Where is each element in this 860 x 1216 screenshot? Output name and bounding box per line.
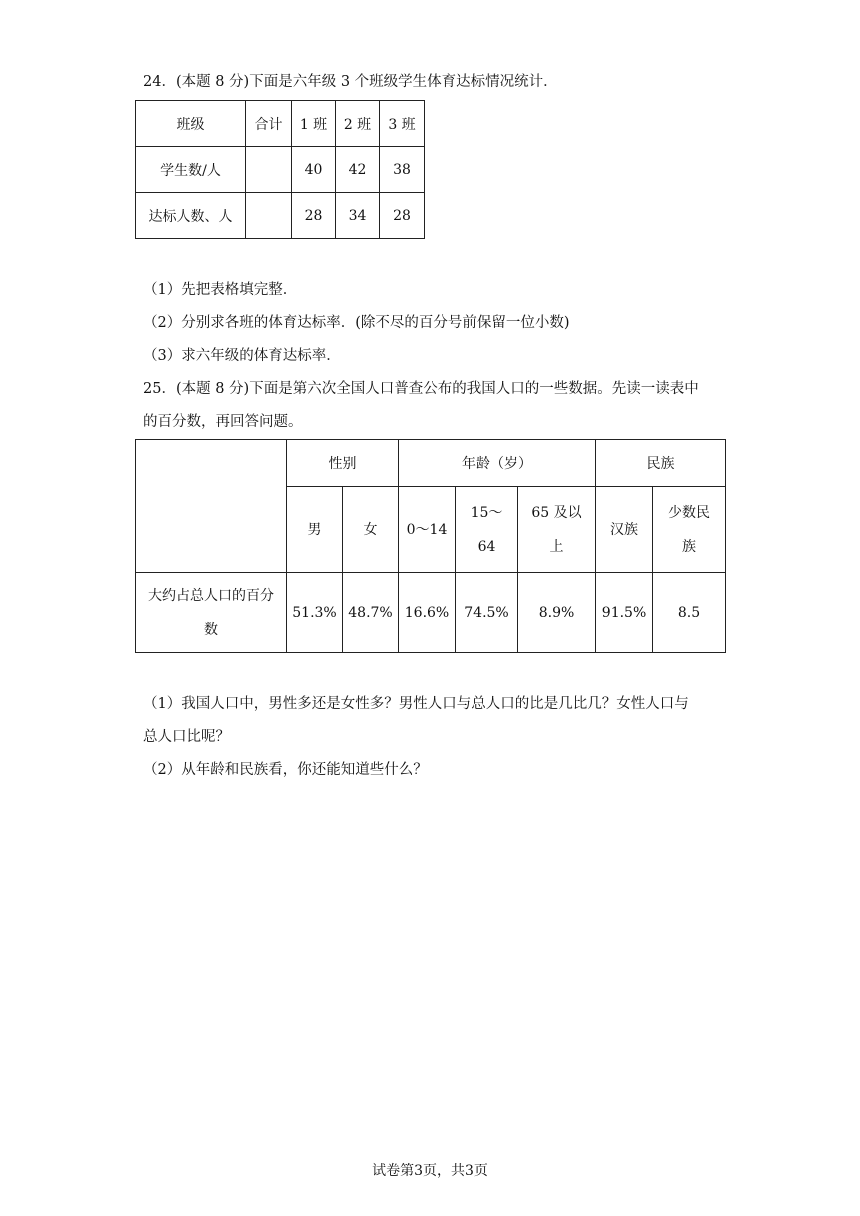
table-row (136, 147, 425, 193)
column-header: 0～14 (399, 487, 456, 573)
table-cell: 48.7% (343, 573, 399, 653)
header-cell: 班级 (136, 101, 246, 147)
table-row (136, 193, 425, 239)
column-header: 15～64 (456, 487, 518, 573)
table-cell: 8.9% (518, 573, 596, 653)
q25-sub2: （2）从年龄和民族看，你还能知道些什么？ (143, 762, 428, 778)
table-cell: 16.6% (399, 573, 456, 653)
table-cell: 38 (380, 147, 425, 193)
table-cell (246, 193, 292, 239)
column-header: 汉族 (596, 487, 653, 573)
q24-title: 24．(本题 8 分)下面是六年级 3 个班级学生体育达标情况统计． (143, 74, 558, 90)
table-cell: 34 (336, 193, 380, 239)
column-header: 65 及以上 (518, 487, 596, 573)
q25-sub1: （1）我国人口中，男性多还是女性多？男性人口与总人口的比是几比几？女性人口与 (143, 696, 689, 712)
table-cell: 42 (336, 147, 380, 193)
table-row (136, 101, 425, 147)
table-row (136, 573, 726, 653)
blank-corner-cell (136, 440, 287, 573)
row-label: 大约占总人口的百分数 (136, 573, 287, 653)
class-pe-table (135, 100, 425, 239)
q25-title-cont: 的百分数，再回答问题。 (143, 414, 303, 430)
q24-sub3: （3）求六年级的体育达标率． (143, 348, 341, 364)
row-label: 达标人数、人 (136, 193, 246, 239)
column-header: 少数民族 (653, 487, 726, 573)
column-header: 男 (287, 487, 343, 573)
q24-sub2: （2）分别求各班的体育达标率．(除不尽的百分号前保留一位小数) (143, 315, 570, 331)
q25-title: 25．(本题 8 分)下面是第六次全国人口普查公布的我国人口的一些数据。先读一读表中 (143, 381, 699, 397)
header-cell: 2 班 (336, 101, 380, 147)
group-header: 性别 (287, 440, 399, 487)
table-cell: 40 (292, 147, 336, 193)
column-header: 女 (343, 487, 399, 573)
table-cell: 28 (292, 193, 336, 239)
page-footer: 试卷第3页，共3页 (372, 1163, 488, 1179)
table-cell (246, 147, 292, 193)
row-label: 学生数/人 (136, 147, 246, 193)
group-header: 民族 (596, 440, 726, 487)
table-cell: 51.3% (287, 573, 343, 653)
population-table (135, 439, 726, 653)
table-row (136, 440, 726, 487)
q24-sub1: （1）先把表格填完整． (143, 282, 298, 298)
header-cell: 3 班 (380, 101, 425, 147)
q25-sub1-cont: 总人口比呢？ (143, 729, 230, 745)
group-header: 年龄（岁） (399, 440, 596, 487)
header-cell: 1 班 (292, 101, 336, 147)
header-cell: 合计 (246, 101, 292, 147)
table-cell: 74.5% (456, 573, 518, 653)
table-cell: 28 (380, 193, 425, 239)
table-cell: 8.5 (653, 573, 726, 653)
table-cell: 91.5% (596, 573, 653, 653)
